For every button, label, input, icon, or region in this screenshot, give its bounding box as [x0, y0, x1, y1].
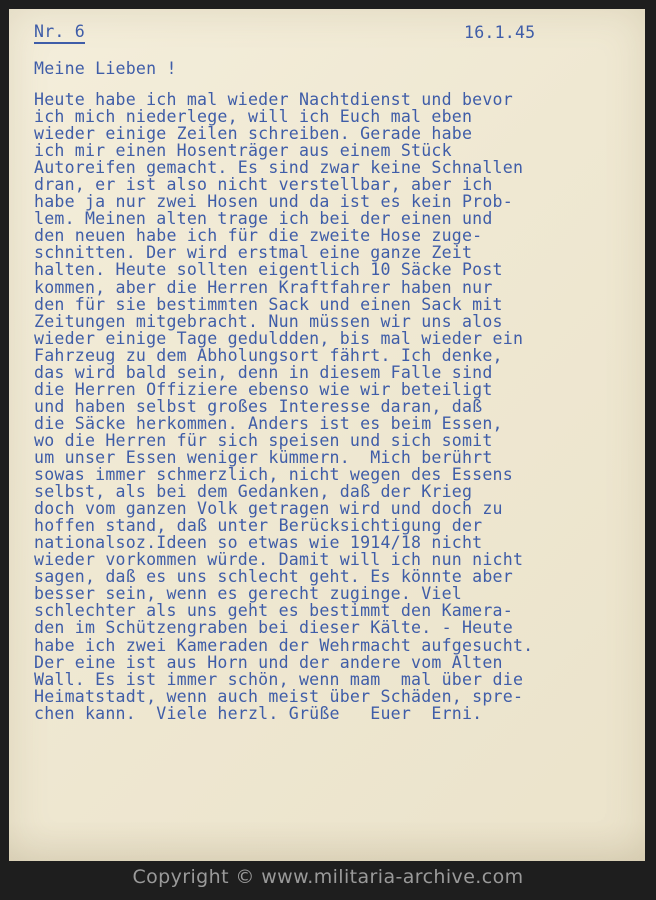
letter-line: Wall. Es ist immer schön, wenn mam mal über die — [34, 669, 524, 689]
letter-line: wieder einige Tage geduldden, bis mal wieder ein — [34, 328, 524, 348]
letter-line: schnitten. Der wird erstmal eine ganze Zeit — [34, 243, 473, 263]
letter-line: doch vom ganzen Volk getragen wird und doch zu — [34, 499, 503, 519]
letter-line: die Säcke herkommen. Anders ist es beim Essen, — [34, 413, 503, 433]
letter-line: besser sein, wenn es gerecht zuginge. Viel — [34, 584, 462, 604]
letter-line: Der eine ist aus Horn und der andere vom Alten — [34, 652, 503, 672]
letter-line: sagen, daß es uns schlecht geht. Es könnte aber — [34, 567, 513, 587]
letter-greeting: Meine Lieben ! — [34, 59, 177, 78]
letter-line: Heimatstadt, wenn auch meist über Schäden, spre- — [34, 686, 524, 706]
letter-line: schlechter als uns geht es bestimmt den Kamera- — [34, 601, 513, 621]
letter-number: Nr. 6 — [34, 22, 85, 44]
letter-line: wieder einige Zeilen schreiben. Gerade habe — [34, 124, 473, 144]
letter-line: Heute habe ich mal wieder Nachtdienst und bevor — [34, 90, 513, 109]
letter-line: den für sie bestimmten Sack und einen Sack mit — [34, 294, 503, 314]
letter-line: selbst, als bei dem Gedanken, daß der Krieg — [34, 482, 473, 502]
letter-line: hoffen stand, daß unter Berücksichtigung der — [34, 516, 483, 536]
letter-line: ich mir einen Hosenträger aus einem Stück — [34, 141, 452, 161]
letter-line: kommen, aber die Herren Kraftfahrer haben nur — [34, 277, 493, 297]
letter-line: Fahrzeug zu dem Abholungsort fährt. Ich denke, — [34, 345, 503, 365]
letter-line: chen kann. Viele herzl. Grüße Euer Erni. — [34, 703, 483, 723]
letter-line: Zeitungen mitgebracht. Nun müssen wir uns alos — [34, 311, 503, 331]
letter-line: Autoreifen gemacht. Es sind zwar keine Schnallen — [34, 158, 524, 178]
letter-line: halten. Heute sollten eigentlich 10 Säcke Post — [34, 260, 503, 280]
letter-line: das wird bald sein, denn in diesem Falle sind — [34, 362, 493, 382]
letter-date: 16.1.45 — [464, 23, 536, 42]
letter-line: lem. Meinen alten trage ich bei der einen und — [34, 209, 493, 229]
letter-line: und haben selbst großes Interesse daran, daß — [34, 396, 483, 416]
letter-line: nationalsoz.Ideen so etwas wie 1914/18 nicht — [34, 533, 483, 553]
letter-line: den im Schützengraben bei dieser Kälte. - Heute — [34, 618, 513, 638]
letter-line: den neuen habe ich für die zweite Hose zuge- — [34, 226, 483, 246]
letter-line: wo die Herren für sich speisen und sich somit — [34, 430, 493, 450]
letter-line: habe ich zwei Kameraden der Wehrmacht aufgesucht. — [34, 635, 534, 655]
letter-line: habe ja nur zwei Hosen und da ist es kein Prob- — [34, 192, 513, 212]
copyright-watermark: Copyright © www.militaria-archive.com — [132, 866, 524, 888]
letter-line: die Herren Offiziere ebenso wie wir beteiligt — [34, 379, 493, 399]
letter-paper — [9, 9, 645, 861]
letter-line: dran, er ist also nicht verstellbar, aber ich — [34, 175, 493, 195]
letter-body — [34, 91, 533, 722]
letter-line: ich mich niederlege, will ich Euch mal eben — [34, 107, 473, 127]
letter-line: um unser Essen weniger kümmern. Mich berührt — [34, 447, 493, 467]
letter-line: wieder vorkommen würde. Damit will ich nun nicht — [34, 550, 524, 570]
letter-line: sowas immer schmerzlich, nicht wegen des Essens — [34, 465, 513, 485]
